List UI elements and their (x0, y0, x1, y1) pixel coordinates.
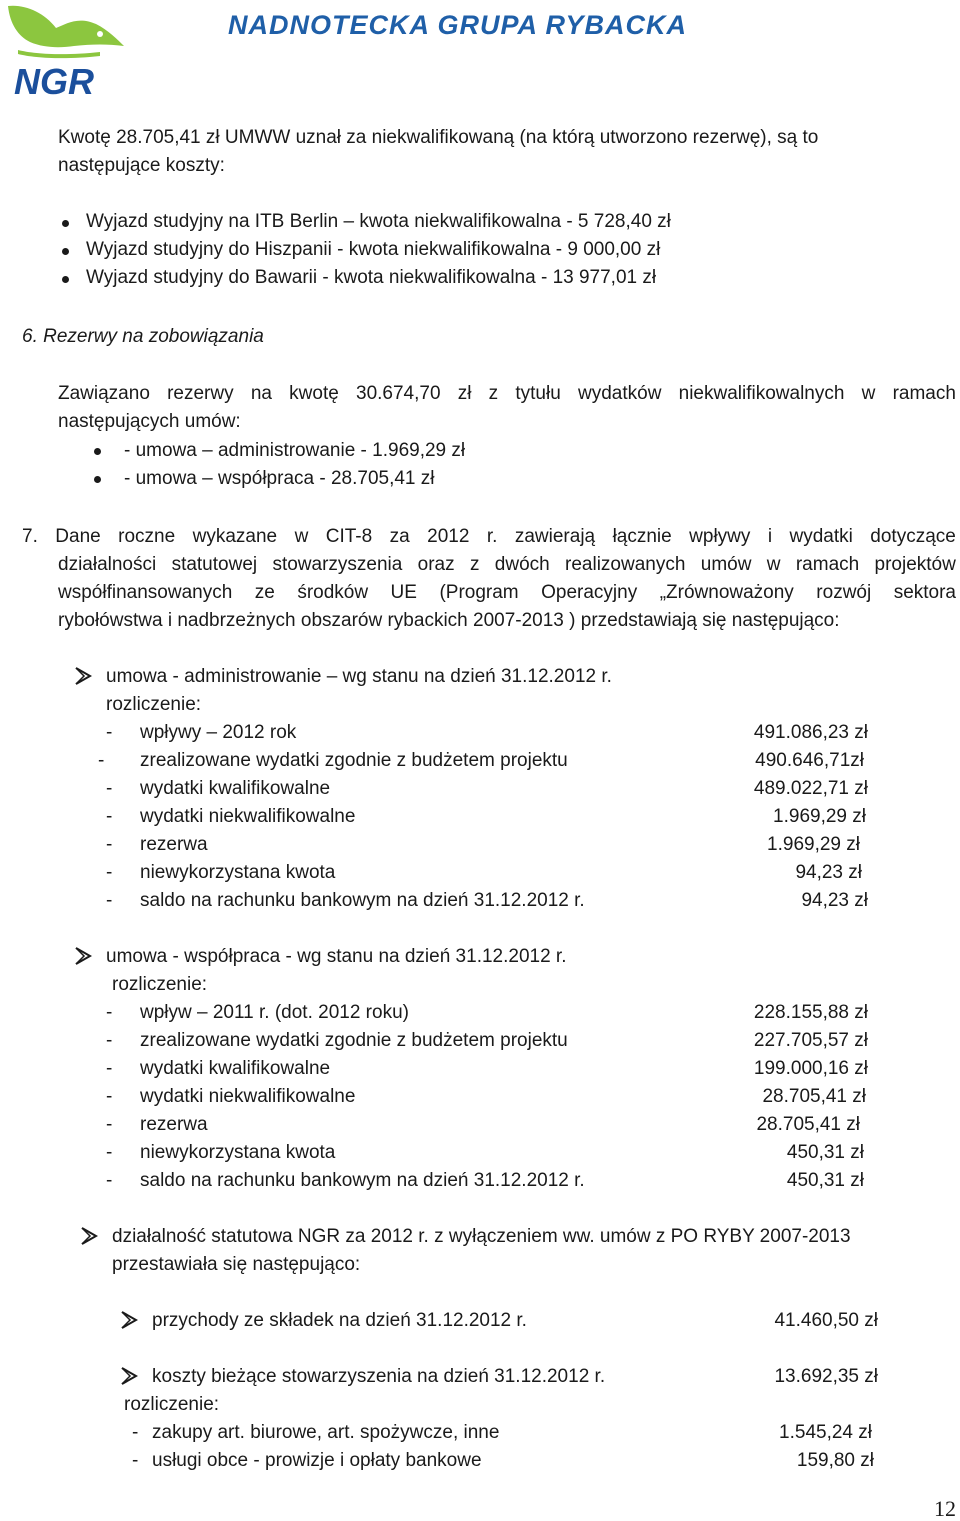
statutory-row-value: 159,80 zł (796, 1450, 874, 1471)
logo-text: NGR (14, 61, 94, 102)
admin-row-label: saldo na rachunku bankowym na dzień 31.12.2012 r. (140, 890, 585, 911)
bullet-icon (94, 448, 101, 455)
cost-item: Wyjazd studyjny do Hiszpanii - kwota niekwalifikowalna - 9 000,00 zł (86, 239, 661, 260)
admin-row-label: wydatki kwalifikowalne (140, 778, 331, 799)
section-7-line-3: współfinansowanych ze środków UE (Program Operacyjny „Zrównoważony rozwój sektora (58, 582, 956, 603)
coop-row-label: saldo na rachunku bankowym na dzień 31.12.2012 r. (140, 1170, 585, 1191)
header-title: NADNOTECKA GRUPA RYBACKA (228, 10, 688, 40)
coop-row-dash: - (106, 1002, 113, 1023)
coop-row-value: 28.705,41 zł (756, 1114, 860, 1135)
section-7-line-1: 7. Dane roczne wykazane w CIT-8 za 2012 r. zawierają łącznie wpływy i wydatki dotyczące (22, 526, 956, 547)
coop-row-label: wpływ – 2011 r. (dot. 2012 roku) (140, 1002, 409, 1023)
arrow-bullet-icon (74, 946, 92, 966)
admin-row-dash: - (106, 806, 113, 827)
arrow-bullet-icon (74, 666, 92, 686)
admin-row-value: 491.086,23 zł (753, 722, 868, 743)
cost-item: Wyjazd studyjny do Bawarii - kwota niekwalifikowalna - 13 977,01 zł (86, 267, 657, 288)
page-number: 12 (934, 1496, 956, 1521)
admin-row-value: 94,23 zł (795, 862, 862, 883)
statutory-row-label: zakupy art. biurowe, art. spożywcze, inne (152, 1422, 500, 1443)
ngr-logo (4, 2, 126, 102)
coop-subheading: rozliczenie: (112, 974, 208, 995)
section-7-line-4: rybołówstwa i nadbrzeżnych obszarów rybackich 2007-2013 ) przedstawiają się następująco: (58, 610, 840, 631)
admin-row-value: 1.969,29 zł (767, 834, 860, 855)
bullet-icon (62, 220, 69, 227)
admin-row-dash: - (106, 778, 113, 799)
admin-subheading: rozliczenie: (106, 694, 202, 715)
admin-row-dash: - (106, 722, 113, 743)
admin-row-label: wpływy – 2012 rok (140, 722, 297, 743)
bullet-icon (62, 276, 69, 283)
income-label: przychody ze składek na dzień 31.12.2012 r. (152, 1310, 527, 1331)
section-7-line-2: działalności statutowej stowarzyszenia oraz z dwóch realizowanych umów w ramach projektów (58, 554, 956, 575)
costs-label: koszty bieżące stowarzyszenia na dzień 31.12.2012 r. (152, 1366, 606, 1387)
coop-row-dash: - (106, 1086, 113, 1107)
coop-row-label: niewykorzystana kwota (140, 1142, 336, 1163)
admin-row-dash: - (106, 862, 113, 883)
coop-row-label: wydatki niekwalifikowalne (140, 1086, 356, 1107)
coop-row-dash: - (106, 1030, 113, 1051)
arrow-bullet-icon (80, 1226, 98, 1246)
statutory-row-value: 1.545,24 zł (779, 1422, 872, 1443)
statutory-heading-line-2: przestawiała się następująco: (112, 1254, 361, 1275)
coop-row-value: 199.000,16 zł (753, 1058, 868, 1079)
coop-heading: umowa - współpraca - wg stanu na dzień 31.12.2012 r. (106, 946, 567, 967)
statutory-row-label: usługi obce - prowizje i opłaty bankowe (152, 1450, 482, 1471)
coop-row-value: 450,31 zł (786, 1142, 864, 1163)
coop-row-label: rezerwa (140, 1114, 208, 1135)
coop-row-dash: - (106, 1114, 113, 1135)
bullet-icon (94, 476, 101, 483)
admin-row-label: rezerwa (140, 834, 208, 855)
admin-row-value: 490.646,71zł (755, 750, 864, 771)
bullet-icon (62, 248, 69, 255)
statutory-row-dash: - (132, 1450, 139, 1471)
reserve-item: - umowa – administrowanie - 1.969,29 zł (124, 440, 466, 461)
coop-row-value: 227.705,57 zł (753, 1030, 868, 1051)
cost-item: Wyjazd studyjny na ITB Berlin – kwota niekwalifikowalna - 5 728,40 zł (86, 211, 671, 232)
reserve-item: - umowa – współpraca - 28.705,41 zł (124, 468, 435, 489)
statutory-subheading: rozliczenie: (124, 1394, 220, 1415)
arrow-bullet-icon (120, 1310, 138, 1330)
coop-row-dash: - (106, 1058, 113, 1079)
intro-line-1: Kwotę 28.705,41 zł UMWW uznał za niekwalifikowaną (na którą utworzono rezerwę), są to (58, 127, 819, 148)
admin-heading: umowa - administrowanie – wg stanu na dzień 31.12.2012 r. (106, 666, 612, 687)
section-6-title: 6. Rezerwy na zobowiązania (22, 326, 264, 347)
coop-row-value: 28.705,41 zł (762, 1086, 866, 1107)
coop-row-value: 450,31 zł (786, 1170, 864, 1191)
statutory-row-dash: - (132, 1422, 139, 1443)
statutory-heading-line-1: działalność statutowa NGR za 2012 r. z wyłączeniem ww. umów z PO RYBY 2007-2013 (112, 1226, 851, 1247)
coop-row-dash: - (106, 1170, 113, 1191)
coop-row-label: zrealizowane wydatki zgodnie z budżetem projektu (140, 1030, 568, 1051)
income-value: 41.460,50 zł (774, 1310, 878, 1331)
admin-row-label: zrealizowane wydatki zgodnie z budżetem projektu (140, 750, 568, 771)
arrow-bullet-icon (120, 1366, 138, 1386)
costs-value: 13.692,35 zł (774, 1366, 878, 1387)
section-6-paragraph-line-2: następujących umów: (58, 411, 241, 432)
admin-row-dash: - (98, 750, 105, 771)
admin-row-label: niewykorzystana kwota (140, 862, 336, 883)
admin-row-label: wydatki niekwalifikowalne (140, 806, 356, 827)
admin-row-value: 489.022,71 zł (753, 778, 868, 799)
intro-line-2: następujące koszty: (58, 155, 225, 176)
admin-row-dash: - (106, 890, 113, 911)
coop-row-value: 228.155,88 zł (753, 1002, 868, 1023)
coop-row-dash: - (106, 1142, 113, 1163)
admin-row-value: 1.969,29 zł (773, 806, 866, 827)
admin-row-dash: - (106, 834, 113, 855)
coop-row-label: wydatki kwalifikowalne (140, 1058, 331, 1079)
admin-row-value: 94,23 zł (801, 890, 868, 911)
section-6-paragraph-line-1: Zawiązano rezerwy na kwotę 30.674,70 zł z tytułu wydatków niekwalifikowalnych w ramach (58, 383, 956, 404)
